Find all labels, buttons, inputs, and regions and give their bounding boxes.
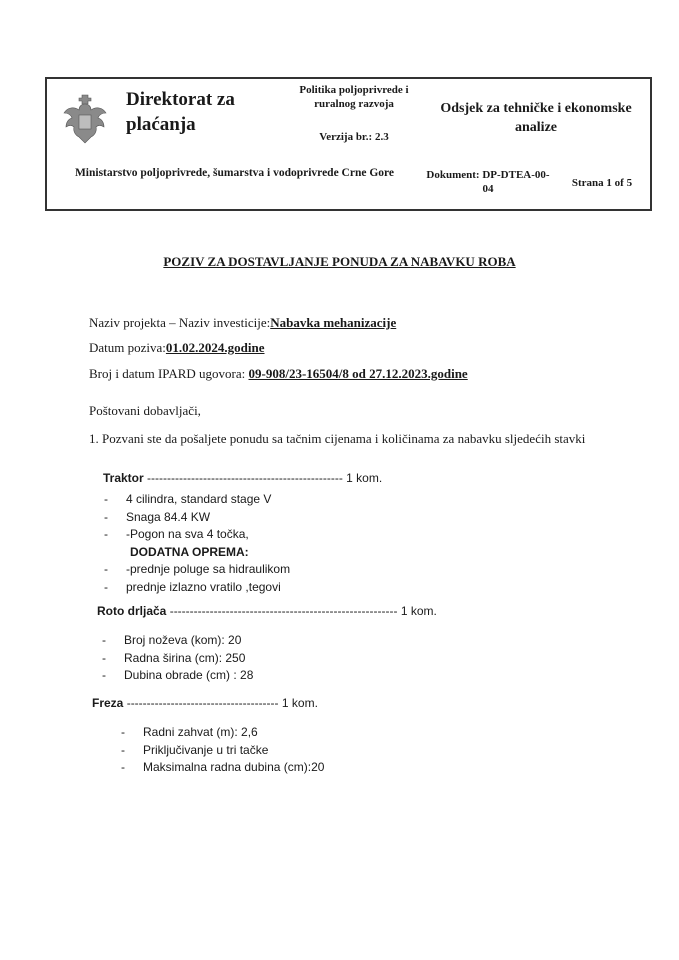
- project-line: [89, 315, 396, 331]
- version-cell: Verzija br.: 2.3: [319, 131, 389, 143]
- section-qty: 1 kom.: [346, 471, 383, 485]
- date-value: 01.02.2024.godine: [165, 340, 265, 355]
- department-cell: Odsjek za tehničke i ekonomske analize: [440, 101, 632, 135]
- traktor-spec-list: [104, 491, 291, 596]
- list-item: - prednje izlazno vratilo ,tegovi: [104, 579, 281, 594]
- section-heading-roto-drljaca: [97, 604, 437, 618]
- list-item: - -Pogon na sva 4 točka,: [104, 527, 249, 541]
- document-number-cell: Dokument: DP-DTEA-00-04: [426, 169, 550, 195]
- section-dashes: -------------------------------------------------: [143, 471, 347, 485]
- list-item: - Dubina obrade (cm) : 28: [102, 668, 254, 682]
- section-qty: 1 kom.: [400, 604, 437, 618]
- section-dashes: ---------------------------------------------------------: [166, 604, 401, 618]
- intro-paragraph: 1. Pozvani ste da pošaljete ponudu sa tačnim cijenama i količinama za nabavku sljedećih stavki: [89, 431, 586, 446]
- section-heading-freza: [92, 696, 318, 710]
- roto-drljaca-spec-list: [102, 632, 254, 685]
- document-header-table: [45, 77, 652, 211]
- contract-line: [89, 366, 468, 382]
- contract-label: Broj i datum IPARD ugovora:: [89, 366, 249, 381]
- list-item: - Maksimalna radna dubina (cm):20: [121, 760, 325, 774]
- list-subheading: DODATNA OPREMA:: [130, 544, 249, 559]
- date-label: Datum poziva:: [89, 340, 166, 355]
- freza-spec-list: [121, 724, 325, 777]
- list-item: - 4 cilindra, standard stage V: [104, 492, 272, 506]
- date-line: [89, 340, 265, 356]
- list-item: - Radna širina (cm): 250: [102, 650, 246, 665]
- list-item: - Priključivanje u tri tačke: [121, 742, 269, 757]
- list-item: - Broj noževa (kom): 20: [102, 633, 242, 647]
- list-item: - -prednje poluge sa hidraulikom: [104, 562, 291, 576]
- policy-cell: Politika poljoprivrede i ruralnog razvoja: [299, 84, 409, 110]
- project-label: Naziv projekta – Naziv investicije:: [89, 315, 271, 330]
- section-name: Freza: [92, 696, 124, 710]
- list-item: - Snaga 84.4 KW: [104, 509, 211, 524]
- page-number-cell: Strana 1 of 5: [571, 177, 633, 189]
- section-name: Traktor: [103, 471, 144, 485]
- page-title: POZIV ZA DOSTAVLJANJE PONUDA ZA NABAVKU ROBA: [163, 254, 516, 269]
- coat-of-arms-icon: [62, 91, 108, 147]
- header-logo-cell: [47, 79, 286, 157]
- contract-value: 09-908/23-16504/8 od 27.12.2023.godine: [248, 366, 468, 381]
- section-qty: 1 kom.: [281, 696, 318, 710]
- greeting: Poštovani dobavljači,: [89, 403, 201, 418]
- project-value: Nabavka mehanizacije: [270, 315, 397, 330]
- section-name: Roto drljača: [97, 604, 167, 618]
- section-heading-traktor: [103, 471, 382, 485]
- section-dashes: --------------------------------------: [123, 696, 282, 710]
- directorate-title: Direktorat za plaćanja: [126, 89, 235, 135]
- ministry-cell: Ministarstvo poljoprivrede, šumarstva i vodoprivrede Crne Gore: [74, 167, 395, 179]
- list-item: - Radni zahvat (m): 2,6: [121, 725, 258, 739]
